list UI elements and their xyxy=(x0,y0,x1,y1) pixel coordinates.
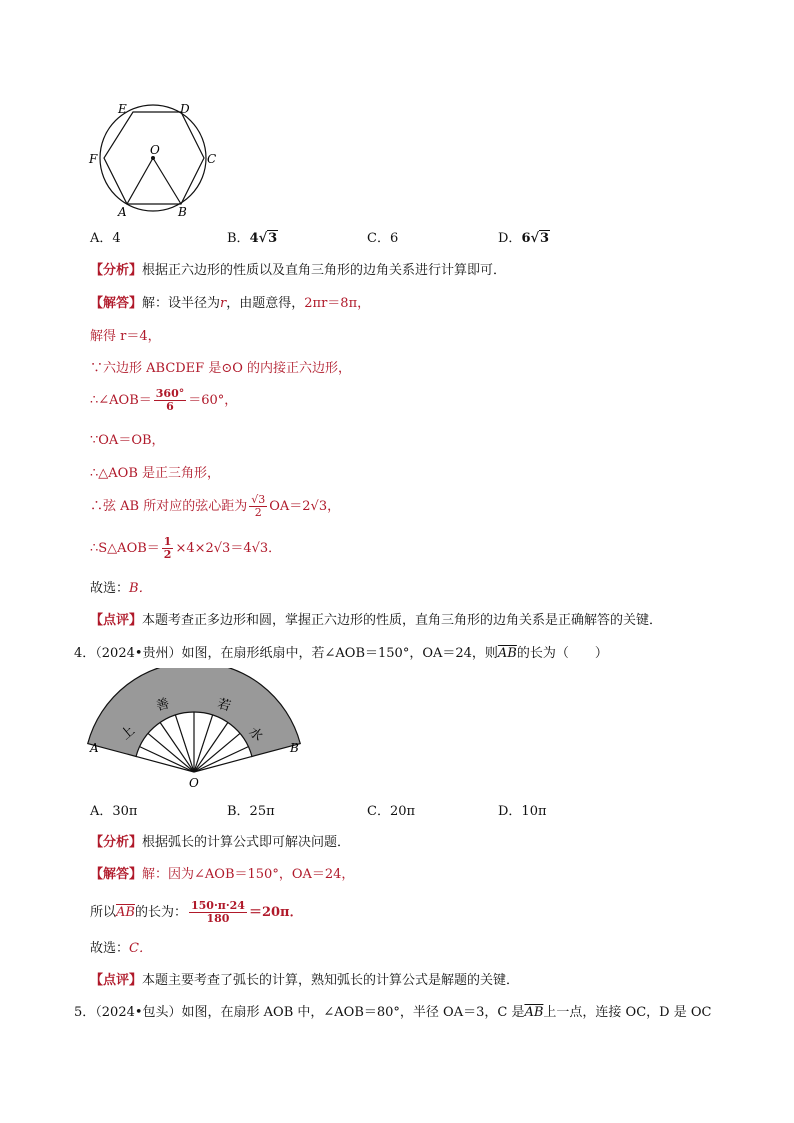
analysis-tag: 【分析】 xyxy=(90,835,143,850)
analysis-text: 根据弧长的计算公式即可解决问题． xyxy=(142,835,351,850)
line7-post: OA＝2√3， xyxy=(269,499,341,514)
fan-char-3: 若 xyxy=(215,696,233,715)
line4-pre: ∴∠AOB＝ xyxy=(90,393,152,408)
q3-option-d: D．6√3 xyxy=(498,231,550,246)
fan-label-o: O xyxy=(189,776,199,790)
q4-answer xyxy=(90,866,354,884)
fan-figure xyxy=(86,668,308,792)
label-f: F xyxy=(89,152,98,166)
q4-analysis xyxy=(90,834,350,852)
review-tag: 【点评】 xyxy=(90,613,143,628)
q4-option-d: D．10π xyxy=(498,804,547,819)
q3-analysis xyxy=(90,262,506,280)
line2-den: 180 xyxy=(206,912,230,925)
fan-char-1: 上 xyxy=(118,723,138,744)
review-text: 本题考查正多边形和圆，掌握正六边形的性质，直角三角形的边角关系是正确解答的关键． xyxy=(142,613,663,628)
analysis-tag: 【分析】 xyxy=(90,263,143,278)
q4-stem-arc: $\overline{AB}$ xyxy=(497,646,517,661)
answer-text: 解：设半径为 xyxy=(142,296,221,311)
q3-option-b-prefix: B． xyxy=(227,231,250,246)
q3-line3: ∵六边形 ABCDEF 是⊙O 的内接正六边形， xyxy=(90,361,352,376)
review-tag: 【点评】 xyxy=(90,973,143,988)
q4-option-a: A．30π xyxy=(90,804,138,819)
q3-line6: ∴△AOB 是正三角形， xyxy=(90,466,221,481)
q3-choice xyxy=(90,580,152,598)
answer-text: 解：因为∠AOB＝150°，OA＝24， xyxy=(142,867,355,882)
answer-text2: ，由题意得， xyxy=(226,296,305,311)
q3-line5: ∵OA＝OB， xyxy=(90,433,165,448)
q4-review xyxy=(90,972,519,990)
q5-stem-arc: $\overline{AB}$ xyxy=(524,1005,544,1020)
line2-num: 150·π·24 xyxy=(190,899,245,912)
q4-option-c: C．20π xyxy=(367,804,416,819)
q3-review xyxy=(90,612,662,630)
line8-den: 2 xyxy=(163,548,172,561)
q3-line4 xyxy=(90,388,237,413)
q3-option-b-root: 3 xyxy=(268,231,278,246)
q5-stem-text: 5．（2024•包头）如图，在扇形 AOB 中，∠AOB＝80°，半径 OA＝3，C 是 xyxy=(74,1005,525,1020)
answer-tag: 【解答】 xyxy=(90,867,143,882)
choice-label: 故选： xyxy=(90,581,130,596)
q4-stem-text: 4．（2024•贵州）如图，在扇形纸扇中，若∠AOB＝150°，OA＝24，则 xyxy=(74,646,498,661)
q3-option-a: A．4 xyxy=(90,231,121,246)
line4-post: ＝60°， xyxy=(188,393,238,408)
q3-option-d-root: 3 xyxy=(540,231,550,246)
label-a: A xyxy=(118,205,127,219)
q3-option-c: C．6 xyxy=(367,231,399,246)
fan-char-2: 善 xyxy=(154,696,172,715)
q3-option-d-val: 6 xyxy=(521,231,531,246)
choice-val: B． xyxy=(129,581,152,596)
line4-num: 360° xyxy=(155,387,185,400)
q3-option-b: B．4√3 xyxy=(227,231,278,246)
q3-option-d-prefix: D． xyxy=(498,231,522,246)
q3-line7 xyxy=(90,494,340,519)
answer-eq: 2πr＝8π， xyxy=(304,296,371,311)
q3-option-b-val: 4 xyxy=(249,231,259,246)
q4-stem-end: 的长为（ ） xyxy=(516,646,608,661)
fan-label-b: B xyxy=(290,741,299,755)
q4-line2 xyxy=(90,900,303,925)
fan-label-a: A xyxy=(90,741,99,755)
answer-var: r xyxy=(220,296,227,311)
q4-option-b: B．25π xyxy=(227,804,275,819)
label-e: E xyxy=(118,102,127,116)
answer-tag: 【解答】 xyxy=(90,296,143,311)
line8-num: 1 xyxy=(163,535,172,548)
line7-num: √3 xyxy=(251,493,266,506)
line2-mid: 的长为： xyxy=(134,905,187,920)
q3-answer-line1 xyxy=(90,295,370,313)
line4-den: 6 xyxy=(166,400,174,413)
line8-post: ×4×2√3＝4√3． xyxy=(175,541,282,556)
analysis-text: 根据正六边形的性质以及直角三角形的边角关系进行计算即可． xyxy=(142,263,507,278)
q4-choice xyxy=(90,940,152,958)
line7-den: 2 xyxy=(254,506,262,519)
q5-stem xyxy=(74,1004,711,1022)
label-d: D xyxy=(180,102,190,116)
line7-pre: ∴弦 AB 所对应的弦心距为 xyxy=(90,499,248,514)
label-b: B xyxy=(178,205,187,219)
review-text: 本题主要考查了弧长的计算，熟知弧长的计算公式是解题的关键． xyxy=(142,973,520,988)
fan-char-4: 水 xyxy=(245,724,266,745)
line2-pre: 所以 xyxy=(90,905,117,920)
hexagon-circle-figure xyxy=(86,96,226,226)
q4-stem xyxy=(74,645,608,663)
label-o: O xyxy=(150,143,160,157)
label-c: C xyxy=(207,152,217,166)
q3-line8 xyxy=(90,536,281,561)
line8-pre: ∴S△AOB＝ xyxy=(90,541,160,556)
choice-val: C． xyxy=(129,941,152,956)
q5-stem-end: 上一点，连接 OC，D 是 OC xyxy=(543,1005,712,1020)
q3-line2: 解得 r＝4， xyxy=(90,329,161,344)
line2-post: ＝20π． xyxy=(248,905,303,920)
choice-label: 故选： xyxy=(90,941,130,956)
line2-arc: $\overline{AB}$ xyxy=(116,905,135,920)
